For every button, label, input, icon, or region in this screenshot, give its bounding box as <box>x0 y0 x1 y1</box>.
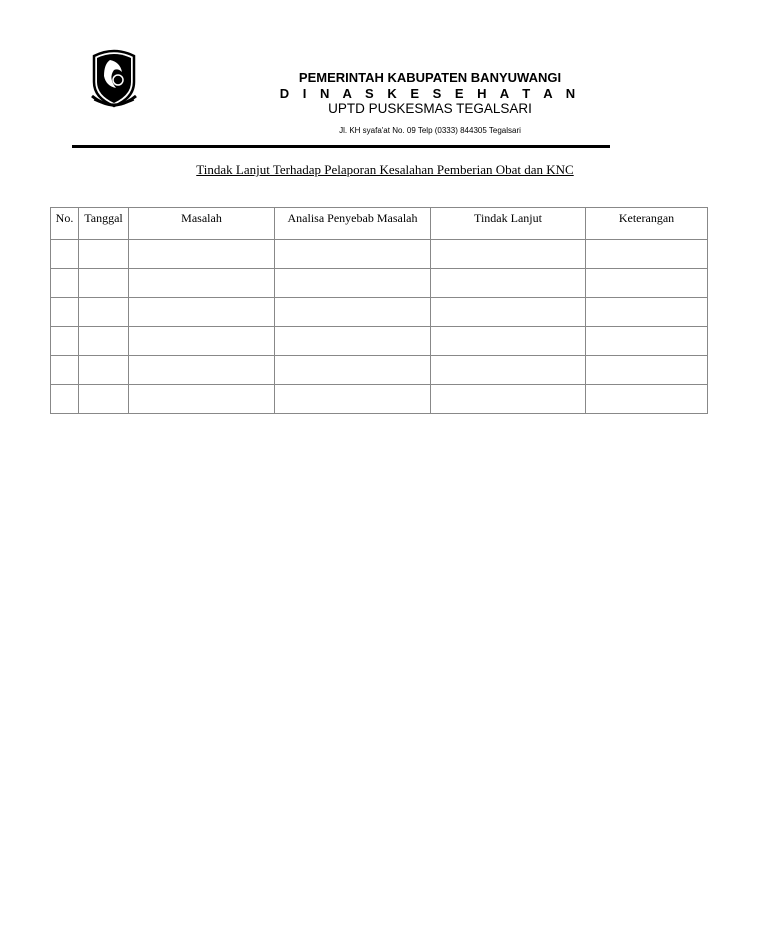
column-header-no: No. <box>51 208 79 240</box>
address: Jl. KH syafa'at No. 09 Telp (0333) 844305 Tegalsari <box>339 126 521 135</box>
table-cell <box>275 240 431 269</box>
table-cell <box>586 298 708 327</box>
document-title: Tindak Lanjut Terhadap Pelaporan Kesalahan Pemberian Obat dan KNC <box>196 162 574 177</box>
table-cell <box>586 385 708 414</box>
table-cell <box>275 298 431 327</box>
table-cell <box>275 385 431 414</box>
table-cell <box>431 327 586 356</box>
unit-name: UPTD PUSKESMAS TEGALSARI <box>328 101 532 116</box>
table-row <box>51 240 708 269</box>
table-cell <box>275 356 431 385</box>
department-name: D I N A S K E S E H A T A N <box>279 86 581 101</box>
table-cell <box>51 356 79 385</box>
table-cell <box>129 269 275 298</box>
table-cell <box>51 240 79 269</box>
table-row <box>51 327 708 356</box>
table-cell <box>275 327 431 356</box>
column-header-masalah: Masalah <box>129 208 275 240</box>
column-header-tindak-lanjut: Tindak Lanjut <box>431 208 586 240</box>
table-cell <box>79 298 129 327</box>
table-cell <box>79 240 129 269</box>
column-header-analisa: Analisa Penyebab Masalah <box>275 208 431 240</box>
table-cell <box>51 269 79 298</box>
table-cell <box>586 240 708 269</box>
table-row <box>51 356 708 385</box>
table-cell <box>586 356 708 385</box>
table-cell <box>79 327 129 356</box>
table-cell <box>51 385 79 414</box>
header-rule <box>72 145 610 148</box>
government-name: PEMERINTAH KABUPATEN BANYUWANGI <box>298 70 562 85</box>
table-row <box>51 385 708 414</box>
table-cell <box>129 385 275 414</box>
table-cell <box>129 327 275 356</box>
table-cell <box>51 298 79 327</box>
table-cell <box>431 385 586 414</box>
table-cell <box>129 298 275 327</box>
table-header-row <box>51 208 708 240</box>
table-cell <box>431 269 586 298</box>
table-cell <box>586 327 708 356</box>
table-cell <box>431 356 586 385</box>
table-row <box>51 298 708 327</box>
table-cell <box>129 356 275 385</box>
table-cell <box>586 269 708 298</box>
table-cell <box>431 298 586 327</box>
district-emblem-icon <box>88 48 140 112</box>
column-header-tanggal: Tanggal <box>79 208 129 240</box>
table-cell <box>129 240 275 269</box>
table-cell <box>51 327 79 356</box>
table-cell <box>431 240 586 269</box>
table-cell <box>79 269 129 298</box>
table-cell <box>79 356 129 385</box>
table-cell <box>275 269 431 298</box>
report-table <box>50 207 708 414</box>
table-cell <box>79 385 129 414</box>
table-row <box>51 269 708 298</box>
column-header-keterangan: Keterangan <box>586 208 708 240</box>
